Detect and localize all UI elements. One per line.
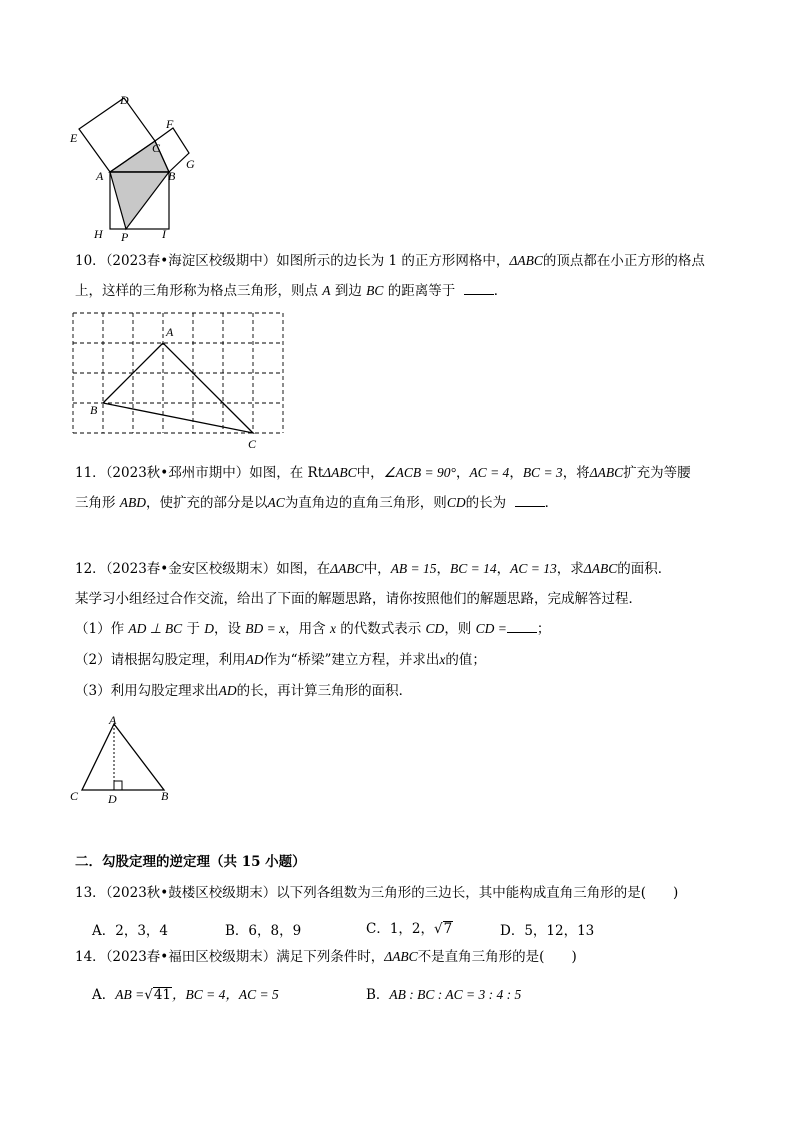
q14-option-b[interactable] [366,983,521,1003]
q10-text: 如图所示的边长为 1 的正方形网格中， [276,253,510,269]
q10-line1 [75,252,705,270]
figure-q9 [60,90,220,245]
q12-s1-f: 的代数式表示 [335,621,426,637]
q11-bc: BC = 3 [522,465,563,480]
q12-s2-ad: AD [245,652,264,667]
q10-number: 10． [75,253,106,269]
q14-option-a[interactable] [92,983,279,1003]
q13-option-c[interactable] [366,917,453,937]
q13-number: 13． [75,885,106,901]
q11-abd: ABD [119,495,147,510]
q12-step1 [75,620,550,638]
q12-s1-a: （1）作 [75,621,129,637]
q10-period: ． [493,283,508,299]
q13-stem [75,884,678,902]
q12-source: （2023春•金安区校级期末） [105,561,277,577]
q10-text-end: 的顶点都在小正方形的格点 [542,253,705,269]
q12-step3 [75,682,412,700]
q12-label-a: A [109,713,117,727]
label-g: G [186,157,195,171]
q12-right-angle-mark [114,781,122,790]
q12-s1-c: ，设 [214,621,246,637]
q12-s1-e: ，用含 [285,621,330,637]
q10-line2-c: 的距离等于 [383,283,456,299]
q12-line1 [75,560,671,578]
q10-triangle: ΔABC [509,253,543,268]
q11-l2b: ，使扩充的部分是以 [146,495,268,511]
q11-number: 11． [75,465,106,481]
q12-c: ，求 [556,561,584,577]
q13-option-b[interactable]: B．6，8，9 [225,923,302,939]
label-e: E [70,131,78,145]
q13-source: （2023秋•鼓楼区校级期末） [105,885,277,901]
q12-s1-g: ，则 [444,621,476,637]
q12-s3-ad: AD [218,683,237,698]
q13-option-c-root: 7 [443,921,453,937]
q12-a: 如图，在 [276,561,331,577]
q14-b: 不是直角三角形的是( ) [417,949,577,965]
q10-line2-b: 到边 [330,283,367,299]
q12-bc: BC = 14 [450,561,497,576]
q12-label-c: C [70,789,79,803]
figure-q12 [66,712,186,807]
section-2-title: 二．勾股定理的逆定理（共 15 小题） [75,854,306,870]
q14-tri: ΔABC [384,949,418,964]
q12-triangle-shape [82,724,164,790]
sqrt-sign: √ [144,987,153,1003]
q10-label-c: C [248,437,257,451]
q12-s1-cd: CD [425,621,445,636]
q13-option-a[interactable]: A．2，3，4 [92,923,169,939]
q12-s1-cd2: CD = [475,621,507,636]
q11-b: 中， [356,465,384,481]
q12-d: 的面积． [617,561,672,577]
q12-s1-h: ； [536,621,551,637]
q12-tri2: ΔABC [583,561,618,576]
q14-a: 满足下列条件时， [276,949,385,965]
q12-number: 12． [75,561,106,577]
q12-answer-blank[interactable] [507,620,537,633]
label-i: I [162,227,166,241]
q12-s2-c: 的值； [445,652,486,668]
q12-s3-a: （3）利用勾股定理求出 [75,683,219,699]
q13-text: 以下列各组数为三角形的三边长，其中能构成直角三角形的是( ) [276,885,679,901]
q14-option-b-label: B． [366,987,390,1003]
q12-s1-perp: AD ⊥ BC [128,621,183,636]
q12-s1-d: D [204,621,214,636]
q11-sep2: ， [509,465,523,481]
label-p: P [121,230,129,244]
q11-d: 扩充为等腰 [623,465,691,481]
q10-label-b: B [90,403,98,417]
q10-triangle-shape [103,343,253,433]
q11-cd: CD [446,495,466,510]
q11-c: ，将 [562,465,590,481]
q10-point-a: A [322,283,331,298]
q11-source: （2023秋•邳州市期中） [105,465,250,481]
q12-s3-b: 的长，再计算三角形的面积． [236,683,413,699]
q12-s1: ， [436,561,451,577]
label-a: A [96,169,104,183]
q13-option-d[interactable]: D．5，12，13 [500,923,595,939]
q14-stem [75,948,577,966]
q13-option-c-text: C．1，2， [366,921,435,937]
shaded-triangle-apb [110,172,169,229]
q10-line2 [75,282,507,300]
q11-angle: ∠ACB = 90° [383,465,456,480]
q12-s2-b: 作为“桥梁”建立方程，并求出 [263,652,440,668]
q10-line2-a: 上，这样的三角形称为格点三角形，则点 [75,283,323,299]
q11-answer-blank[interactable] [515,494,545,507]
q11-period: ． [544,495,559,511]
q12-step2 [75,651,486,669]
q11-l2d: 的长为 [465,495,507,511]
q11-ac2: AC [267,495,285,510]
q14-option-b-ratio: AB : BC : AC = 3 : 4 : 5 [389,987,522,1002]
q11-a: 如图，在 Rt [249,465,324,481]
q10-answer-blank[interactable] [464,282,494,295]
q14-option-a-rest: ，BC = 4，AC = 5 [172,987,279,1002]
q12-ac: AC = 13 [510,561,557,576]
sqrt-sign: √ [434,921,443,937]
q11-l2c: 为直角边的直角三角形，则 [284,495,447,511]
q12-s1-x: x [329,621,336,636]
q12-s2-x: x [439,652,446,667]
q11-tri2: ΔABC [589,465,624,480]
q12-b: 中， [363,561,391,577]
q12-ab: AB = 15 [390,561,437,576]
label-d: D [120,93,129,107]
q12-s2-a: （2）请根据勾股定理，利用 [75,652,246,668]
q10-label-a: A [166,325,174,339]
q12-s1-b: 于 [182,621,205,637]
q10-side-bc: BC [366,283,384,298]
q12-s1-bd: BD = x [245,621,286,636]
q11-l2a: 三角形 [75,495,120,511]
q14-option-a-ab: AB = [115,987,145,1002]
q11-sep1: ， [455,465,470,481]
q11-ac: AC = 4 [469,465,510,480]
q10-source: （2023春•海淀区校级期中） [105,253,277,269]
q11-line2 [75,494,558,512]
q14-source: （2023春•福田区校级期末） [105,949,277,965]
q12-tri: ΔABC [330,561,364,576]
q12-label-d: D [108,792,117,806]
shaded-triangle-acb [110,141,169,172]
label-f: F [166,117,174,131]
label-c: C [152,141,161,155]
q12-s2: ， [496,561,511,577]
label-b: B [168,169,176,183]
label-h: H [94,227,103,241]
figure-q10-grid [70,308,290,453]
q12-label-b: B [161,789,169,803]
q14-option-a-root: 41 [153,987,172,1003]
q12-line2: 某学习小组经过合作交流，给出了下面的解题思路，请你按照他们的解题思路，完成解答过程． [75,591,642,607]
q11-line1 [75,464,691,482]
q14-number: 14． [75,949,106,965]
q11-tri: ΔABC [323,465,357,480]
q14-option-a-label: A． [92,987,116,1003]
